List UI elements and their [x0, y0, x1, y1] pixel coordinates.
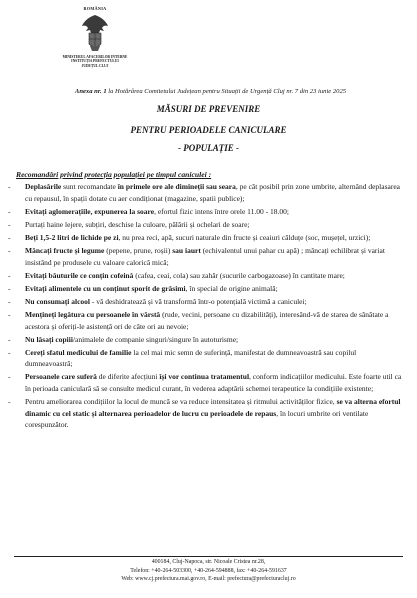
item-text: Purtați haine lejere, subțiri, deschise la culoare, pălării și ochelari de soare; [25, 219, 250, 229]
item-emphasis: se va alterna efortul dinamic cu cel static și alternarea perioadelor de lucru cu perioadele de repaus [25, 397, 401, 418]
item-text: , conform indicațiilor medicului. Este foarte util ca în perioada caniculară să se consulte medicul curant, în vederea adaptării schemei terapeutice la condițiile existente; [25, 372, 402, 393]
document-audience: - POPULAȚIE - [178, 143, 239, 153]
item-text: (echivalentul unui pahar cu apă) ; mâncați echilibrat și variat insistând pe produsele cu valoare calorică mică; [25, 245, 385, 267]
item-text: - vă deshidratează și vă transformă într-o potențială victimă a caniculei; [90, 296, 307, 306]
country-name: ROMÂNIA [83, 6, 107, 11]
bullet-dash: - [8, 334, 11, 344]
item-emphasis: Deplasările [25, 182, 62, 191]
item-text: de diferite afecțiuni [96, 372, 160, 382]
annex-reference [18, 88, 403, 95]
item-text: (cafea, ceai, cola) sau zahăr (sucurile carbogazoase) în cantitate mare; [133, 270, 345, 280]
item-text: , efortul fizic intens între orele 11.00 - 18.00; [154, 206, 289, 216]
item-text: /animalele de companie singuri/singure în autoturisme; [72, 334, 239, 344]
footer [0, 558, 417, 584]
document-subtitle: PENTRU PERIOADELE CANICULARE [130, 125, 287, 135]
document-title: MĂSURI DE PREVENIRE [156, 104, 261, 114]
annex-decision-text: la Hotărârea Comitetului Județean pentru Situații de Urgență Cluj nr. 7 din 23 iunie 2025 [106, 88, 347, 95]
item-emphasis: sau iaurt [172, 245, 201, 255]
bullet-dash: - [8, 270, 11, 280]
list-item [8, 181, 404, 204]
list-item [8, 245, 404, 268]
bullet-dash: - [8, 309, 11, 319]
list-item [8, 371, 404, 394]
list-item [8, 283, 404, 295]
bullet-dash: - [8, 296, 11, 306]
footer-address: 400184, Cluj-Napoca, str. Nicoale Cristea nr.28, [151, 559, 266, 565]
ministry-name: MINISTERUL AFACERILOR INTERNE [62, 55, 128, 59]
annex-number: Anexa nr. 1 [74, 88, 107, 95]
bullet-dash: - [8, 372, 11, 382]
list-item [8, 309, 404, 332]
list-item [8, 206, 404, 218]
item-emphasis: Evitați băuturile ce conțin cofeină [25, 270, 134, 280]
letterhead [40, 6, 150, 68]
item-emphasis: Evitați alimentele cu un conținut sporit de grăsimi [25, 283, 186, 293]
bullet-dash: - [8, 283, 11, 293]
list-item [8, 396, 404, 431]
item-text: (rude, vecini, persoane cu dizabilități), interesând-vă de starea de sănătate a acestora și oferiți-le asistență ori de câte ori au nevoie; [25, 309, 389, 331]
item-emphasis: Persoanele care suferă [25, 372, 97, 382]
item-text: Pentru ameliorarea condițiilor la locul de muncă se va reduce intensitatea și ritmului activităților fizice, [25, 397, 337, 407]
item-text: sunt recomandate [61, 182, 118, 191]
recommendations-list [8, 181, 404, 432]
county-name: JUDEȚUL CLUJ [81, 63, 109, 68]
item-emphasis: Nu lăsați copiii [25, 334, 73, 344]
item-text: , în locuri umbrite ori ventilate corespunzător. [25, 408, 369, 430]
item-text: la cel mai mic semn de suferință, manifestat de dumneavoastră sau copilul dumneavoastră; [25, 347, 357, 369]
item-text: , nu prea reci, apă, sucuri naturale din fructe și ceaiuri călduțe (soc, mușețel, urzici); [118, 232, 371, 242]
list-item [8, 334, 404, 346]
item-emphasis: Mâncați fructe și legume [25, 245, 105, 255]
footer-web-email: Web: www.cj.prefectura.mai.gov.ro, E-mail: prefectura@prefecturacluj.ro [121, 576, 296, 583]
bullet-dash: - [8, 206, 11, 216]
list-item [8, 219, 404, 231]
institution-name: INSTITUȚIA PREFECTULUI [71, 59, 119, 64]
item-emphasis: Cereți sfatul medicului de familie [25, 347, 132, 357]
item-emphasis: Beți 1,5-2 litri de lichide pe zi [25, 232, 119, 242]
recommendations-heading: Recomandări privind protecția populației pe timpul caniculei : [16, 170, 212, 179]
item-text: (pepene, prune, roșii) [104, 245, 173, 255]
list-item [8, 296, 404, 308]
bullet-dash: - [8, 182, 11, 191]
bullet-dash: - [8, 219, 11, 229]
item-emphasis: Nu consumați alcool [25, 296, 91, 306]
bullet-dash: - [8, 232, 11, 242]
item-emphasis: în primele ore ale dimineții sau seara [117, 182, 236, 191]
footer-phone: Telefon: +40-264-503300, +40-264-594888, fax: +40-264-591637 [130, 567, 287, 574]
item-emphasis: Evitați aglomerațiile, expunerea la soare [25, 206, 155, 216]
coat-of-arms-icon [80, 13, 110, 53]
bullet-dash: - [8, 397, 11, 407]
bullet-dash: - [8, 347, 11, 357]
item-emphasis: Mențineți legătura cu persoanele în vârstă [25, 309, 161, 319]
item-emphasis: își vor continua tratamentul [159, 372, 250, 382]
list-item [8, 270, 404, 282]
bullet-dash: - [8, 245, 11, 255]
list-item [8, 347, 404, 370]
item-text: , în special de origine animală; [185, 283, 278, 293]
footer-divider [14, 556, 403, 557]
item-text: , pe cât posibil prin zone umbrite, alternând deplasarea cu repausul, în spații dotate cu aer condiționat (magazine, spatii publice); [25, 182, 400, 203]
list-item [8, 232, 404, 244]
